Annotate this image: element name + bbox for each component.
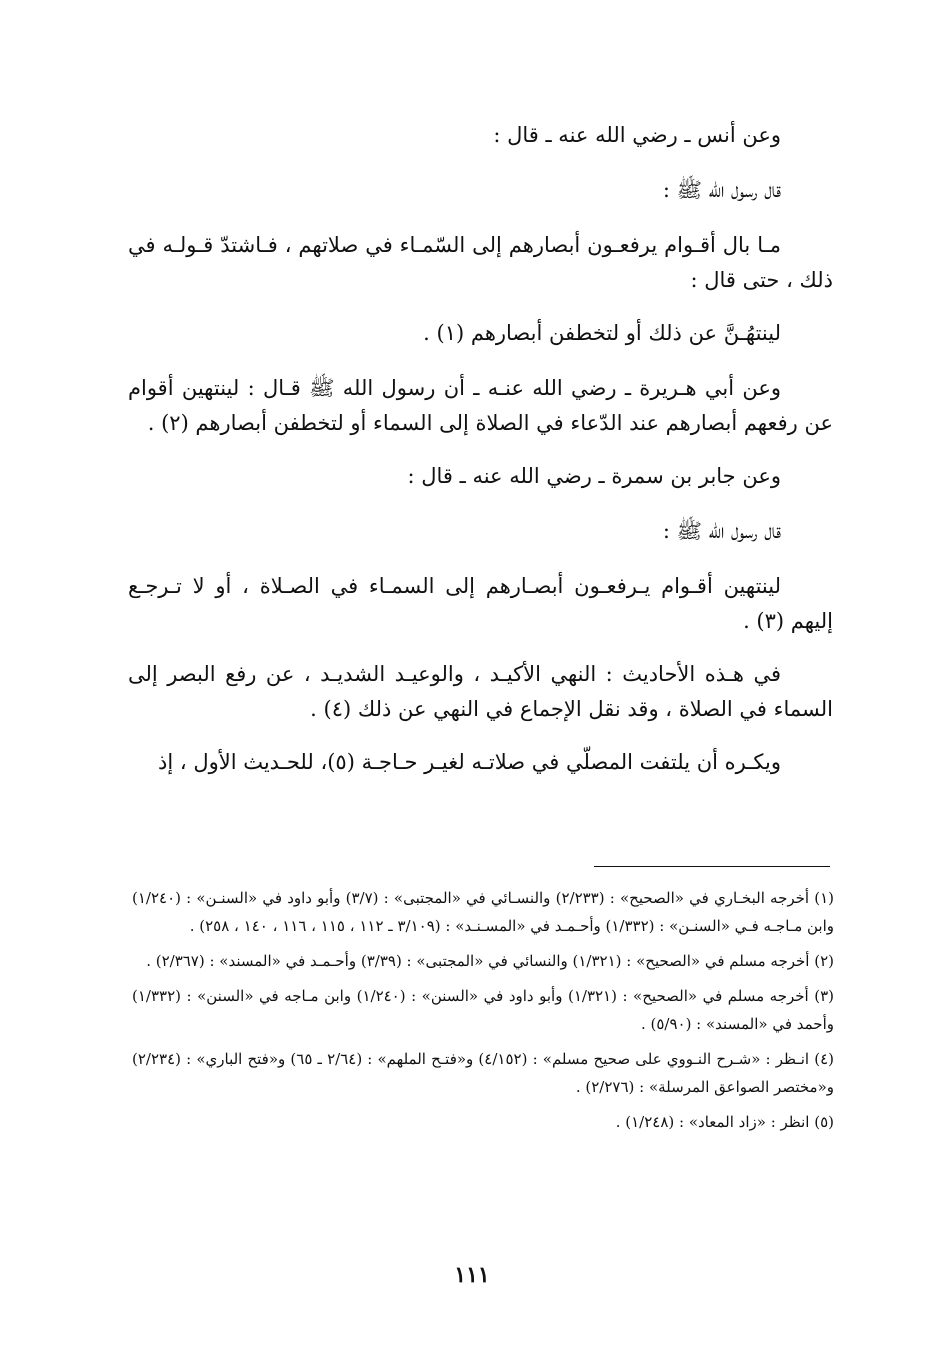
footnote-separator — [594, 866, 830, 867]
paragraph-prophet-said-2: قال رسول الله ﷺ : — [662, 519, 781, 543]
paragraph-prophet-said-1: قال رسول الله ﷺ : — [662, 178, 781, 202]
paragraph-hadith-abu-hurayra: وعن أبي هـريرة ـ رضي الله عنـه ـ أن رسول الله ﷺ قـال : لينتهين أقوام عن رفعهم أبصارهم عند الدّعاء في الصلاة إلى السماء أو لتخطفن أبصارهم (٢) . — [128, 376, 833, 435]
paragraph-hadith-anas: مـا بال أقـوام يرفعـون أبصارهم إلى السّمـاء في صلاتهم ، فـاشتدّ قـولـه في ذلك ، حتى قال : — [128, 233, 833, 292]
footnote-2: (٢) أخرجه مسلم في «الصحيح» : (١/٣٢١) والنسائي في «المجتبى» : (٣/٣٩) وأحـمـد في «المسند» : (٢/٣٦٧) . — [146, 952, 834, 970]
footnote-5: (٥) انظر : «زاد المعاد» : (١/٢٤٨) . — [615, 1113, 834, 1131]
paragraph-commentary: في هـذه الأحاديث : النهي الأكيـد ، والوعيـد الشديـد ، عن رفع البصر إلى السماء في الصلاة ، وقد نقل الإجماع في النهي عن ذلك (٤) . — [128, 662, 833, 721]
paragraph-hadith-anas-end: لينتهُـنَّ عن ذلك أو لتخطفن أبصارهم (١) . — [423, 321, 781, 345]
paragraph-anas-intro: وعن أنس ـ رضي الله عنه ـ قال : — [493, 123, 781, 147]
paragraph-hadith-jabir: لينتهين أقـوام يـرفعـون أبصـارهم إلى السمـاء في الصـلاة ، أو لا تـرجـع إليهم (٣) . — [128, 574, 833, 633]
footnote-4: (٤) انـظر : «شـرح النـووي على صحيح مسلم» : (٤/١٥٢) و«فتـح الملهم» : (٢/٦٤ ـ ٦٥) و«فتح الباري» : (٢/٢٣٤) و«مختصر الصواعق المرسلة» : (٢/٢٧٦) . — [132, 1050, 834, 1096]
paragraph-turning-in-prayer: ويكـره أن يلتفت المصلّي في صلاتـه لغيـر حـاجـة (٥)، للحـديث الأول ، إذ — [158, 750, 781, 774]
footnote-1: (١) أخرجه البخـاري في «الصحيح» : (٢/٢٣٣) والنسـائي في «المجتبى» : (٣/٧) وأبو داود في «السنـن» : (١/٢٤٠) وابن مـاجـه فـي «السنـن» : (١/٣٣٢) وأحـمـد في «المسـنـد» : (٣/١٠٩ ـ ١١٢ ، ١١٥ ، ١١٦ ، ١٤٠ ، ٢٥٨) . — [132, 889, 834, 935]
main-text — [128, 118, 833, 800]
footnotes — [132, 884, 834, 1143]
page-number: ١١١ — [454, 1262, 490, 1288]
footnote-3: (٣) أخرجه مسلم في «الصحيح» : (١/٣٢١) وأبو داود في «السنن» : (١/٢٤٠) وابن مـاجه في «السنن» : (١/٣٣٢) وأحمد في «المسند» : (٥/٩٠) . — [132, 987, 834, 1033]
paragraph-jabir-intro: وعن جابر بن سمرة ـ رضي الله عنه ـ قال : — [407, 464, 781, 488]
